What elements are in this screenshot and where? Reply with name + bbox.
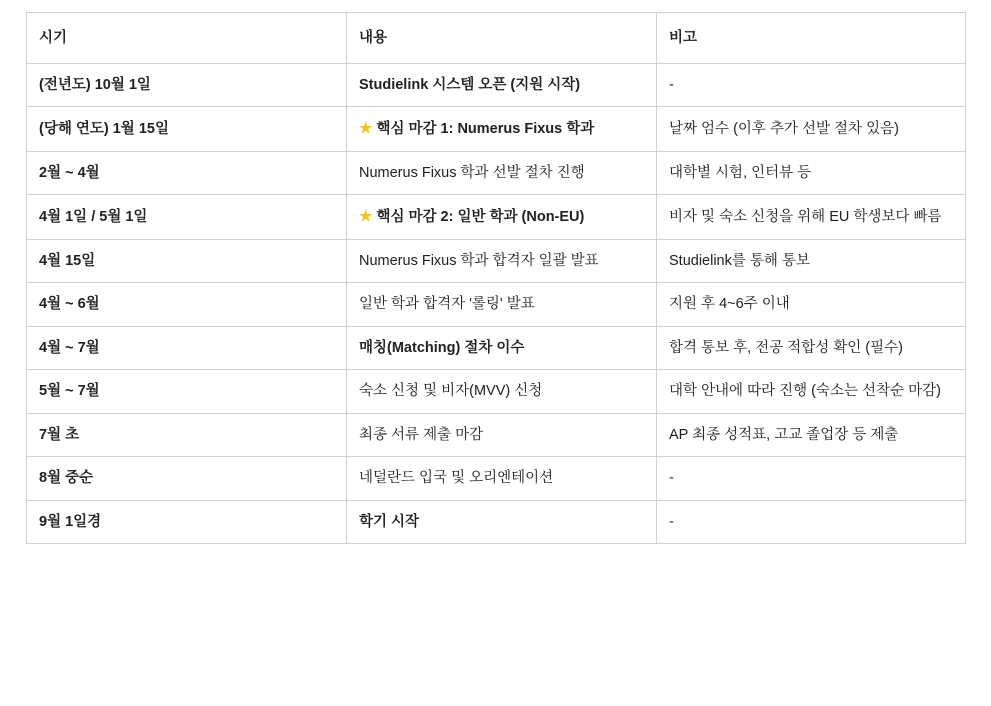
cell-content — [347, 500, 657, 543]
column-header-content: 내용 — [347, 13, 657, 64]
table-row — [27, 326, 966, 369]
table-row — [27, 457, 966, 500]
cell-note: 합격 통보 후, 전공 적합성 확인 (필수) — [657, 326, 966, 369]
cell-note: Studielink를 통해 통보 — [657, 239, 966, 282]
table-header — [27, 13, 966, 64]
cell-note: 날짜 엄수 (이후 추가 선발 절차 있음) — [657, 107, 966, 151]
cell-period: 4월 ~ 7월 — [27, 326, 347, 369]
cell-content — [347, 239, 657, 282]
table-row — [27, 283, 966, 326]
column-header-period: 시기 — [27, 13, 347, 64]
cell-period: 8월 중순 — [27, 457, 347, 500]
table-row — [27, 413, 966, 456]
cell-content — [347, 413, 657, 456]
cell-content-text: Numerus Fixus 학과 선발 절차 진행 — [359, 164, 585, 181]
table-row — [27, 500, 966, 543]
cell-content-text: 일반 학과 합격자 '롤링' 발표 — [359, 296, 535, 313]
cell-content-text: 학기 시작 — [359, 513, 420, 530]
admission-schedule-table — [26, 12, 966, 544]
table-row — [27, 151, 966, 194]
cell-content — [347, 107, 657, 151]
table-row — [27, 107, 966, 151]
cell-note: 비자 및 숙소 신청을 위해 EU 학생보다 빠름 — [657, 195, 966, 239]
cell-period: (당해 연도) 1월 15일 — [27, 107, 347, 151]
cell-note: 대학 안내에 따라 진행 (숙소는 선착순 마감) — [657, 370, 966, 413]
table-header-row — [27, 13, 966, 64]
cell-content — [347, 370, 657, 413]
cell-content-text: Numerus Fixus 학과 합격자 일괄 발표 — [359, 252, 599, 269]
cell-period: 2월 ~ 4월 — [27, 151, 347, 194]
cell-content-lead: 매칭(Matching) — [359, 339, 461, 356]
cell-content-text: 숙소 신청 및 비자(MVV) 신청 — [359, 383, 543, 400]
column-header-note: 비고 — [657, 13, 966, 64]
cell-period: 9월 1일경 — [27, 500, 347, 543]
cell-content-text: 최종 서류 제출 마감 — [359, 426, 484, 443]
star-icon: ★ — [359, 120, 373, 138]
cell-content-lead: Studielink — [359, 77, 429, 93]
cell-note: 지원 후 4~6주 이내 — [657, 283, 966, 326]
cell-note: 대학별 시험, 인터뷰 등 — [657, 151, 966, 194]
table-row — [27, 64, 966, 107]
cell-content — [347, 457, 657, 500]
cell-content-text: 핵심 마감 1: Numerus Fixus 학과 — [376, 121, 595, 138]
cell-content — [347, 151, 657, 194]
cell-content — [347, 64, 657, 107]
cell-period: (전년도) 10월 1일 — [27, 64, 347, 107]
table-row — [27, 239, 966, 282]
table-row — [27, 370, 966, 413]
cell-content-rest: 절차 이수 — [460, 339, 525, 356]
cell-note: - — [657, 500, 966, 543]
cell-content — [347, 326, 657, 369]
cell-period: 5월 ~ 7월 — [27, 370, 347, 413]
table-row — [27, 195, 966, 239]
cell-note: AP 최종 성적표, 고교 졸업장 등 제출 — [657, 413, 966, 456]
star-icon: ★ — [359, 208, 373, 226]
cell-period: 4월 1일 / 5월 1일 — [27, 195, 347, 239]
cell-period: 7월 초 — [27, 413, 347, 456]
cell-note: - — [657, 457, 966, 500]
cell-content-rest: 시스템 오픈 (지원 시작) — [428, 77, 581, 93]
cell-content-text: 핵심 마감 2: 일반 학과 (Non-EU) — [376, 209, 585, 226]
table-body — [27, 64, 966, 544]
cell-content — [347, 283, 657, 326]
cell-period: 4월 15일 — [27, 239, 347, 282]
cell-period: 4월 ~ 6월 — [27, 283, 347, 326]
cell-content-text: 네덜란드 입국 및 오리엔테이션 — [359, 470, 554, 487]
cell-content — [347, 195, 657, 239]
cell-note: - — [657, 64, 966, 107]
